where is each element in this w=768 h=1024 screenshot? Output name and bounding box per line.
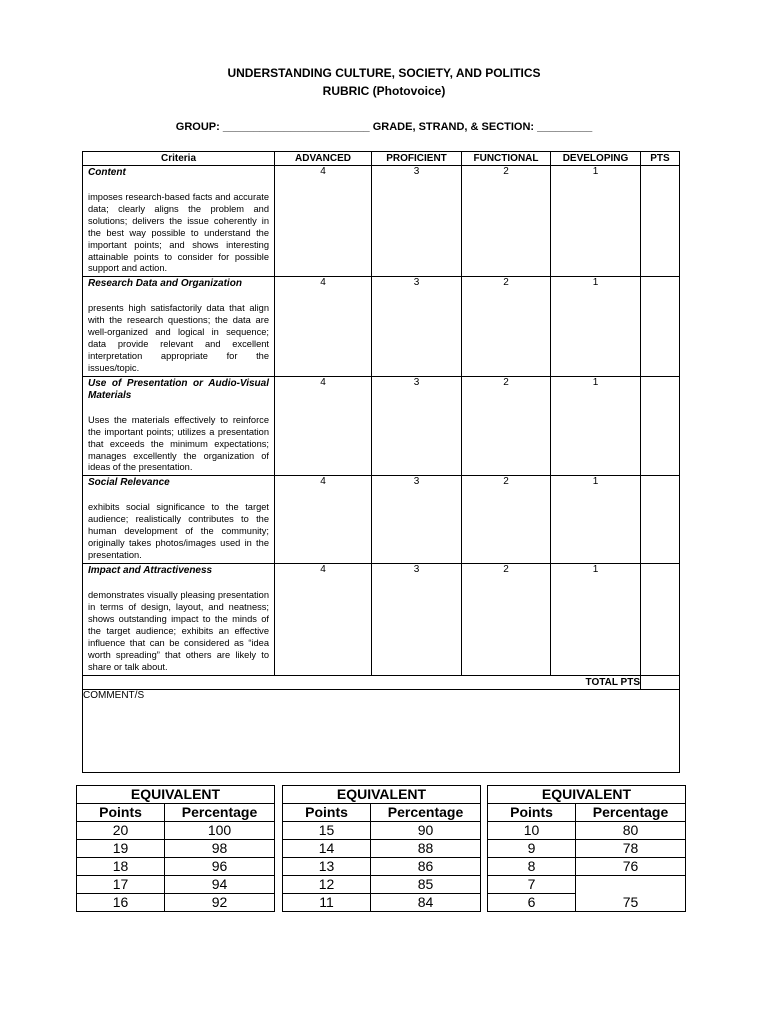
header-criteria: Criteria	[83, 152, 275, 166]
header-proficient: PROFICIENT	[372, 152, 462, 166]
percentage-value: 80	[576, 822, 686, 840]
score-proficient: 3	[372, 166, 462, 277]
equivalent-table-3	[487, 785, 686, 912]
percentage-value: 98	[165, 840, 275, 858]
points-value: 20	[77, 822, 165, 840]
percentage-header: Percentage	[165, 804, 275, 822]
group-section-line: GROUP: ________________________ GRADE, STRAND, & SECTION: _________	[175, 121, 593, 133]
score-advanced: 4	[275, 476, 372, 564]
comment-row	[83, 689, 680, 772]
score-proficient: 3	[372, 376, 462, 476]
criterion-row-research	[83, 277, 680, 376]
score-developing: 1	[551, 476, 641, 564]
points-value: 16	[77, 894, 165, 912]
percentage-value: 84	[371, 894, 481, 912]
score-advanced: 4	[275, 564, 372, 675]
criterion-row-presentation	[83, 376, 680, 476]
criterion-name: Impact and Attractiveness	[88, 565, 213, 577]
criterion-cell	[83, 564, 275, 675]
score-advanced: 4	[275, 376, 372, 476]
criterion-description: imposes research-based facts and accurate data; clearly aligns the problem and solutions; delivers the issue coherently in the best way possible to understand the important points; and shows interesting attainable points to consider for possible support and action.	[88, 192, 269, 274]
equivalent-title: EQUIVALENT	[77, 786, 275, 804]
score-proficient: 3	[372, 564, 462, 675]
equivalent-table-2	[282, 785, 481, 912]
points-value: 14	[283, 840, 371, 858]
header-developing: DEVELOPING	[551, 152, 641, 166]
pts-cell[interactable]	[641, 166, 680, 277]
points-header: Points	[283, 804, 371, 822]
points-value: 11	[283, 894, 371, 912]
percentage-value: 94	[165, 876, 275, 894]
percentage-value: 75	[576, 876, 686, 912]
points-header: Points	[77, 804, 165, 822]
percentage-value: 86	[371, 858, 481, 876]
header-advanced: ADVANCED	[275, 152, 372, 166]
score-functional: 2	[462, 476, 551, 564]
percentage-value: 92	[165, 894, 275, 912]
points-value: 8	[488, 858, 576, 876]
total-pts-cell[interactable]	[641, 675, 680, 689]
score-functional: 2	[462, 166, 551, 277]
rubric-header-row	[83, 152, 680, 166]
points-header: Points	[488, 804, 576, 822]
percentage-value: 90	[371, 822, 481, 840]
points-value: 6	[488, 894, 576, 912]
total-row	[83, 675, 680, 689]
percentage-value: 96	[165, 858, 275, 876]
score-developing: 1	[551, 564, 641, 675]
percentage-value: 78	[576, 840, 686, 858]
criterion-cell	[83, 166, 275, 277]
points-value: 10	[488, 822, 576, 840]
criterion-row-impact	[83, 564, 680, 675]
score-functional: 2	[462, 277, 551, 376]
pts-cell[interactable]	[641, 564, 680, 675]
score-proficient: 3	[372, 476, 462, 564]
comment-field[interactable]	[83, 689, 680, 772]
rubric-table	[82, 151, 680, 773]
percentage-header: Percentage	[371, 804, 481, 822]
equivalent-title: EQUIVALENT	[488, 786, 686, 804]
score-proficient: 3	[372, 277, 462, 376]
criterion-name: Content	[88, 167, 126, 178]
points-value: 13	[283, 858, 371, 876]
pts-cell[interactable]	[641, 476, 680, 564]
criterion-name: Social Relevance	[88, 477, 170, 489]
score-developing: 1	[551, 166, 641, 277]
score-developing: 1	[551, 376, 641, 476]
criterion-description: demonstrates visually pleasing presentation in terms of design, layout, and neatness; shows outstanding impact to the minds of the target audience; exhibits an effective influence that can be considered as “idea worth spreading” that others are likely to share or talk about.	[88, 590, 269, 672]
percentage-value: 85	[371, 876, 481, 894]
score-functional: 2	[462, 564, 551, 675]
header-functional: FUNCTIONAL	[462, 152, 551, 166]
percentage-value: 100	[165, 822, 275, 840]
total-pts-label: TOTAL PTS	[83, 675, 641, 689]
score-advanced: 4	[275, 277, 372, 376]
criterion-name: Research Data and Organization	[88, 278, 242, 290]
criterion-row-content	[83, 166, 680, 277]
criterion-cell	[83, 376, 275, 476]
criterion-name: Use of Presentation or Audio-Visual Materials	[88, 377, 269, 401]
percentage-header: Percentage	[576, 804, 686, 822]
header-pts: PTS	[641, 152, 680, 166]
points-value: 7	[488, 876, 576, 894]
percentage-value: 76	[576, 858, 686, 876]
criterion-description: exhibits social significance to the target audience; realistically contributes to the human development of the community; originally takes photos/images used in the presentation.	[88, 502, 269, 560]
document-subtitle: RUBRIC (Photovoice)	[322, 84, 446, 98]
document-title: UNDERSTANDING CULTURE, SOCIETY, AND POLITICS	[227, 66, 541, 80]
points-value: 15	[283, 822, 371, 840]
equivalent-table-1	[76, 785, 275, 912]
criterion-description: presents high satisfactorily data that align with the research questions; the data are well-organized and logical in sequence; data provide relevant and excellent interpretation appropriate for the issues/topic.	[88, 303, 269, 373]
score-functional: 2	[462, 376, 551, 476]
points-value: 12	[283, 876, 371, 894]
pts-cell[interactable]	[641, 376, 680, 476]
comment-label: COMMENT/S	[83, 689, 145, 701]
criterion-description: Uses the materials effectively to reinforce the important points; utilizes a presentation that exceeds the minimum expectations; manages excellently the organization of ideas of the presentation.	[88, 414, 269, 473]
points-value: 17	[77, 876, 165, 894]
percentage-value: 88	[371, 840, 481, 858]
criterion-row-social-relevance	[83, 476, 680, 564]
criterion-cell	[83, 277, 275, 376]
score-advanced: 4	[275, 166, 372, 277]
score-developing: 1	[551, 277, 641, 376]
points-value: 19	[77, 840, 165, 858]
pts-cell[interactable]	[641, 277, 680, 376]
points-value: 18	[77, 858, 165, 876]
criterion-cell	[83, 476, 275, 564]
points-value: 9	[488, 840, 576, 858]
equivalent-title: EQUIVALENT	[283, 786, 481, 804]
